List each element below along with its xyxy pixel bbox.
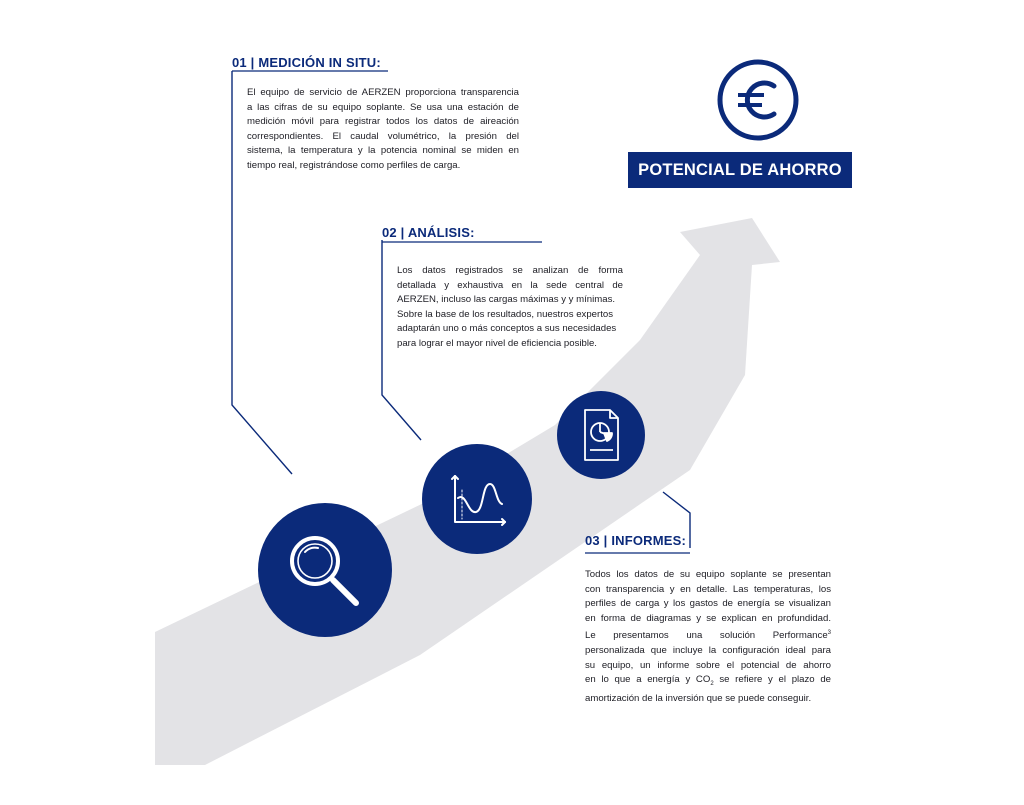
- step-1-description: [247, 86, 519, 174]
- step-2-line: AERZEN, incluso las cargas máximas y y mínimas.: [397, 294, 616, 306]
- step-3-line: con transparencia y en detalle. Las temperaturas, los: [585, 583, 831, 595]
- step-3-line: [585, 673, 831, 692]
- step-3-circle: [557, 391, 645, 479]
- step-1-line: a las cifras de su equipo soplante. Se usa una estación de: [247, 101, 519, 113]
- step-2-heading: 02 | ANÁLISIS:: [382, 225, 475, 240]
- subscript: 2: [710, 681, 714, 688]
- step-3-description: [585, 568, 831, 706]
- step-2-circle: [422, 444, 532, 554]
- euro-icon: [720, 62, 796, 138]
- step-2-line: para lograr el mayor nivel de eficiencia posible.: [397, 337, 597, 349]
- step-1-line: El equipo de servicio de AERZEN proporciona transparencia: [247, 87, 519, 98]
- step-2-line: detallada y exhaustiva en la sede central de: [397, 279, 623, 291]
- step-1-heading: 01 | MEDICIÓN IN SITU:: [232, 55, 381, 70]
- step-2-line: Los datos registrados se analizan de forma: [397, 265, 623, 276]
- step-2-line: adaptarán uno o más conceptos a sus necesidades: [397, 323, 617, 335]
- step-1-line: medición móvil para registrar todos los datos de aireación: [247, 116, 519, 128]
- step-3-line-text: se refiere y el plazo de: [719, 674, 831, 686]
- step-3-heading: 03 | INFORMES:: [585, 533, 687, 548]
- superscript: 3: [827, 630, 831, 637]
- step-3-line: perfiles de carga y los gastos de energía se visualizan: [585, 598, 831, 610]
- step-2-line: Sobre la base de los resultados, nuestros expertos: [397, 308, 613, 320]
- step-3-line: [585, 626, 831, 644]
- step-3-line-text: Le presentamos una solución Performance: [585, 630, 828, 642]
- step-3-line: Todos los datos de su equipo soplante se presentan: [585, 569, 831, 580]
- step-3-line: en forma de diagramas y se explican en profundidad.: [585, 612, 831, 624]
- step-3-line-text: en lo que a energía y CO: [585, 674, 711, 686]
- step-1-circle: [258, 503, 392, 637]
- step-3-line: su equipo, un informe sobre el potencial de ahorro: [585, 659, 831, 671]
- savings-potential-badge: POTENCIAL DE AHORRO: [628, 152, 852, 188]
- step-3-line: personalizada que incluye la configuración ideal para: [585, 645, 831, 657]
- step-1-line: tiempo real, registrándose como perfiles de carga.: [247, 159, 461, 171]
- step-1-line: sistema, la temperatura y la potencia nominal se miden en: [247, 145, 519, 157]
- step-3-line: amortización de la inversión que se puede conseguir.: [585, 692, 812, 704]
- step-1-line: correspondientes. El caudal volumétrico, la presión del: [247, 130, 519, 142]
- step-2-description: [397, 264, 623, 352]
